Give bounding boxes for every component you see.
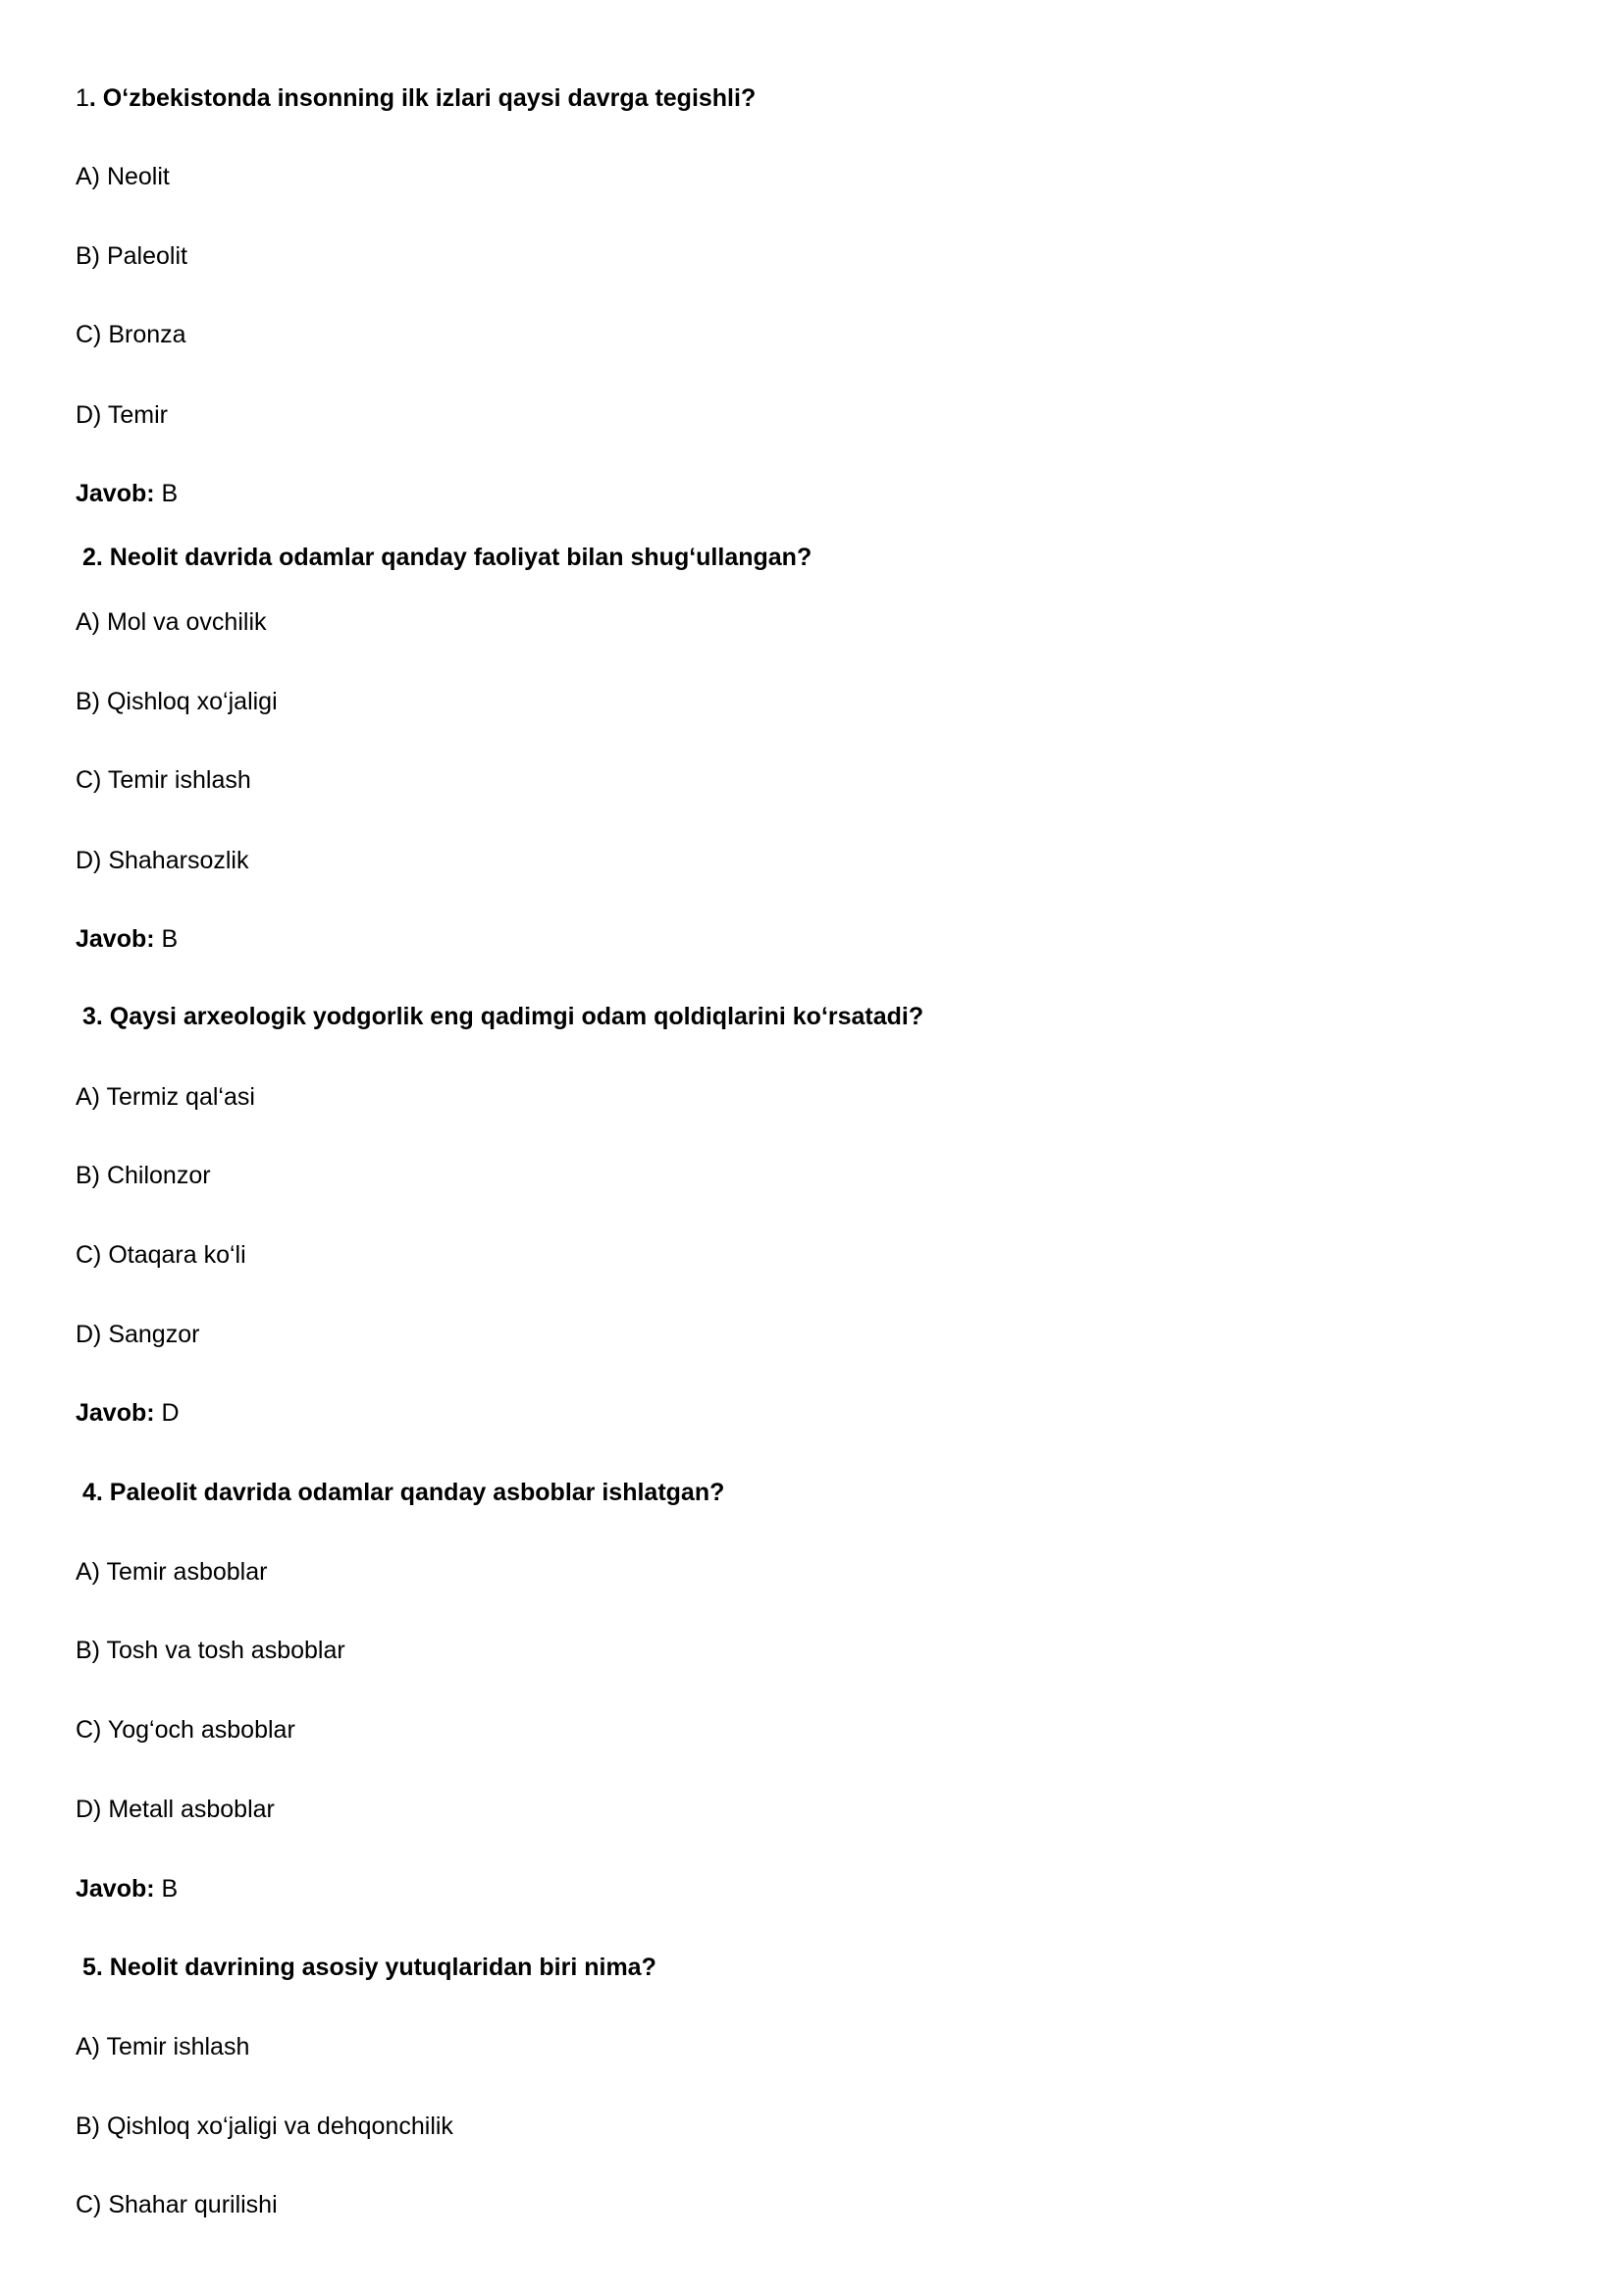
answer-value: B: [154, 480, 179, 507]
question-2: [82, 543, 812, 572]
answer-line: [76, 479, 178, 508]
option-d: D) Sangzor: [76, 1321, 200, 1348]
question-number: 3.: [82, 1003, 103, 1030]
answer-line: [76, 1874, 178, 1904]
option-a: A) Temir asboblar: [76, 1558, 268, 1586]
option-a: A) Temir ishlash: [76, 2033, 250, 2060]
answer-label: Javob:: [76, 1399, 155, 1427]
answer-line: [76, 924, 178, 954]
option-d: D) Metall asboblar: [76, 1796, 275, 1823]
option-d: D) Shaharsozlik: [76, 847, 249, 874]
option-d: D) Temir: [76, 401, 168, 429]
option-a: A) Termiz qal‘asi: [76, 1083, 255, 1111]
question-text: Neolit davrining asosiy yutuqlaridan biri nima?: [102, 1954, 656, 1981]
answer-value: B: [154, 1875, 179, 1903]
option-a: A) Mol va ovchilik: [76, 608, 267, 636]
question-number: 5.: [82, 1954, 103, 1981]
option-b: B) Chilonzor: [76, 1162, 211, 1189]
option-c: C) Otaqara ko‘li: [76, 1241, 246, 1269]
option-c: C) Yog‘och asboblar: [76, 1716, 295, 1744]
question-4: [82, 1478, 724, 1507]
question-text: Qaysi arxeologik yodgorlik eng qadimgi odam qoldiqlarini ko‘rsatadi?: [102, 1003, 924, 1030]
question-number: 2.: [82, 544, 103, 571]
question-number: 1: [76, 84, 89, 112]
question-3: [82, 1002, 923, 1031]
option-b: B) Qishloq xo‘jaligi va dehqonchilik: [76, 2112, 453, 2140]
option-b: B) Qishloq xo‘jaligi: [76, 688, 278, 715]
answer-value: B: [154, 925, 179, 953]
option-b: B) Tosh va tosh asboblar: [76, 1637, 345, 1664]
answer-value: D: [154, 1399, 180, 1427]
answer-label: Javob:: [76, 1875, 155, 1903]
option-c: C) Bronza: [76, 321, 186, 348]
question-text: O‘zbekistonda insonning ilk izlari qaysi davrga tegishli?: [95, 84, 757, 112]
answer-label: Javob:: [76, 925, 155, 953]
question-text: Neolit davrida odamlar qanday faoliyat bilan shug‘ullangan?: [102, 544, 812, 571]
question-number-dot: .: [88, 84, 96, 112]
question-5: [82, 1953, 656, 1982]
question-text: Paleolit davrida odamlar qanday asboblar ishlatgan?: [102, 1479, 725, 1506]
option-a: A) Neolit: [76, 163, 170, 190]
option-c: C) Temir ishlash: [76, 766, 251, 794]
answer-label: Javob:: [76, 480, 155, 507]
option-c: C) Shahar qurilishi: [76, 2191, 278, 2218]
answer-line: [76, 1398, 180, 1428]
question-number: 4.: [82, 1479, 103, 1506]
question-1: [76, 83, 756, 113]
option-b: B) Paleolit: [76, 242, 187, 270]
